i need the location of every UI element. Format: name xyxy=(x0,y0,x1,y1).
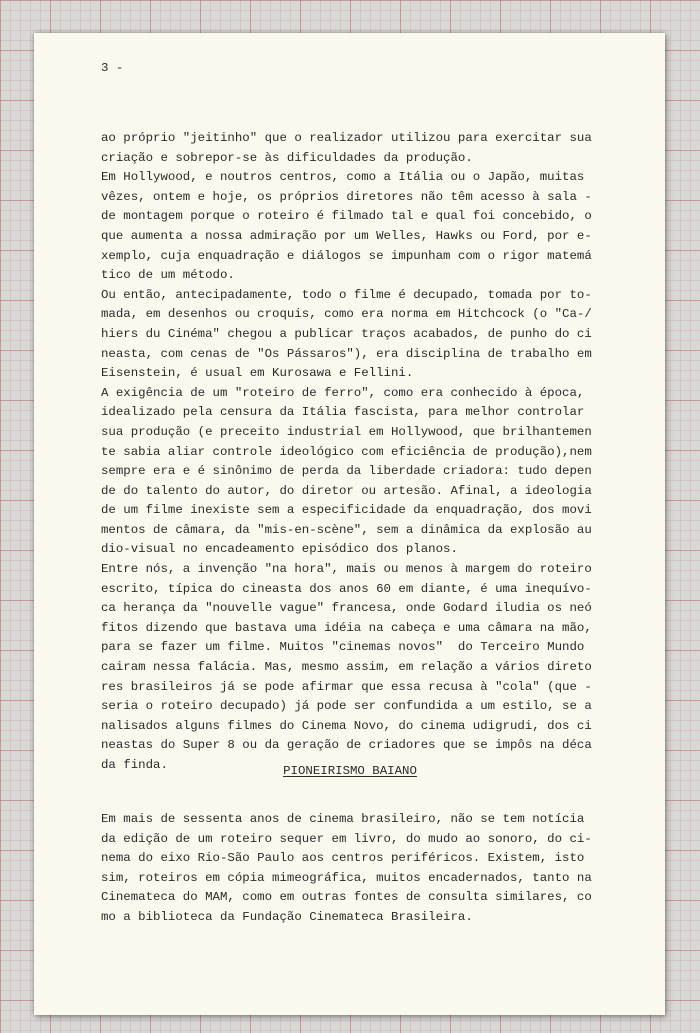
text-line: sempre era e é sinônimo de perda da liberdade criadora: tudo depen xyxy=(101,464,592,479)
text-line: A exigência de um "roteiro de ferro", como era conhecido à época, xyxy=(101,385,585,400)
text-line: idealizado pela censura da Itália fascista, para melhor controlar xyxy=(101,405,585,420)
text-line: que aumenta a nossa admiração por um Welles, Hawks ou Ford, por e- xyxy=(101,228,592,243)
text-line: res brasileiros já se pode afirmar que essa recusa à "cola" (que - xyxy=(101,679,592,694)
text-line: te sabia aliar controle ideológico com eficiência de produção),nem xyxy=(101,444,592,459)
text-line: nalisados alguns filmes do Cinema Novo, do cinema udigrudi, dos ci xyxy=(101,718,592,733)
text-line: tico de um método. xyxy=(101,268,235,283)
text-line: de um filme inexiste sem a especificidade da enquadração, dos movi xyxy=(101,503,592,518)
text-line: Em Hollywood, e noutros centros, como a Itália ou o Japão, muitas xyxy=(101,170,585,185)
text-line: sua produção (e preceito industrial em Hollywood, que brilhantemen xyxy=(101,424,592,439)
text-line: fitos dizendo que bastava uma idéia na cabeça e uma câmara na mão, xyxy=(101,620,592,635)
text-line: neastas do Super 8 ou da geração de criadores que se impôs na déca xyxy=(101,738,592,753)
text-line: mada, em desenhos ou croquis, como era norma em Hitchcock (o "Ca-/ xyxy=(101,307,592,322)
text-line: para se fazer um filme. Muitos "cinemas novos" do Terceiro Mundo xyxy=(101,640,585,655)
section-heading xyxy=(0,764,700,778)
page-number: 3 - xyxy=(101,61,124,75)
body-text xyxy=(101,129,641,776)
text-line: ao próprio "jeitinho" que o realizador utilizou para exercitar sua xyxy=(101,131,592,145)
text-line: ca herança da "nouvelle vague" francesa, onde Godard iludia os neó xyxy=(101,601,592,616)
text-line: xemplo, cuja enquadração e diálogos se impunham com o rigor matemá xyxy=(101,248,592,263)
text-line: vêzes, ontem e hoje, os próprios diretores não têm acesso à sala - xyxy=(101,189,592,204)
text-line: cairam nessa falácia. Mas, mesmo assim, em relação a vários direto xyxy=(101,660,592,675)
text-line: da edição de um roteiro sequer em livro, do mudo ao sonoro, do ci- xyxy=(101,831,592,846)
text-line: dio-visual no encadeamento episódico dos planos. xyxy=(101,542,458,557)
text-line: Eisenstein, é usual em Kurosawa e Fellini. xyxy=(101,366,414,381)
text-line: Cinemateca do MAM, como em outras fontes de consulta similares, co xyxy=(101,890,592,905)
text-line: de do talento do autor, do diretor ou artesão. Afinal, a ideologia xyxy=(101,483,592,498)
text-line: seria o roteiro decupado) já pode ser confundida a um estilo, se a xyxy=(101,699,592,714)
text-line: Em mais de sessenta anos de cinema brasileiro, não se tem notícia xyxy=(101,812,585,826)
text-line: nema do eixo Rio-São Paulo aos centros periféricos. Existem, isto xyxy=(101,851,585,866)
text-line: escrito, típica do cineasta dos anos 60 em diante, é uma inequívo- xyxy=(101,581,592,596)
text-line: Ou então, antecipadamente, todo o filme é decupado, tomada por to- xyxy=(101,287,592,302)
text-line: de montagem porque o roteiro é filmado tal e qual foi concebido, o xyxy=(101,209,592,224)
text-line: mentos de câmara, da "mis-en-scène", sem a dinâmica da explosão au xyxy=(101,522,592,537)
text-line: Entre nós, a invenção "na hora", mais ou menos à margem do roteiro xyxy=(101,562,592,577)
text-line: neasta, com cenas de "Os Pássaros"), era disciplina de trabalho em xyxy=(101,346,592,361)
text-line: criação e sobrepor-se às dificuldades da produção. xyxy=(101,150,473,165)
section-body-text xyxy=(101,810,641,928)
text-line: mo a biblioteca da Fundação Cinemateca Brasileira. xyxy=(101,909,473,924)
section-heading-text: PIONEIRISMO BAIANO xyxy=(283,764,417,778)
text-line: da finda. xyxy=(101,758,168,772)
text-line: sim, roteiros em cópia mimeográfica, muitos encadernados, tanto na xyxy=(101,870,592,885)
text-line: hiers du Cinéma" chegou a publicar traços acabados, de punho do ci xyxy=(101,326,592,341)
